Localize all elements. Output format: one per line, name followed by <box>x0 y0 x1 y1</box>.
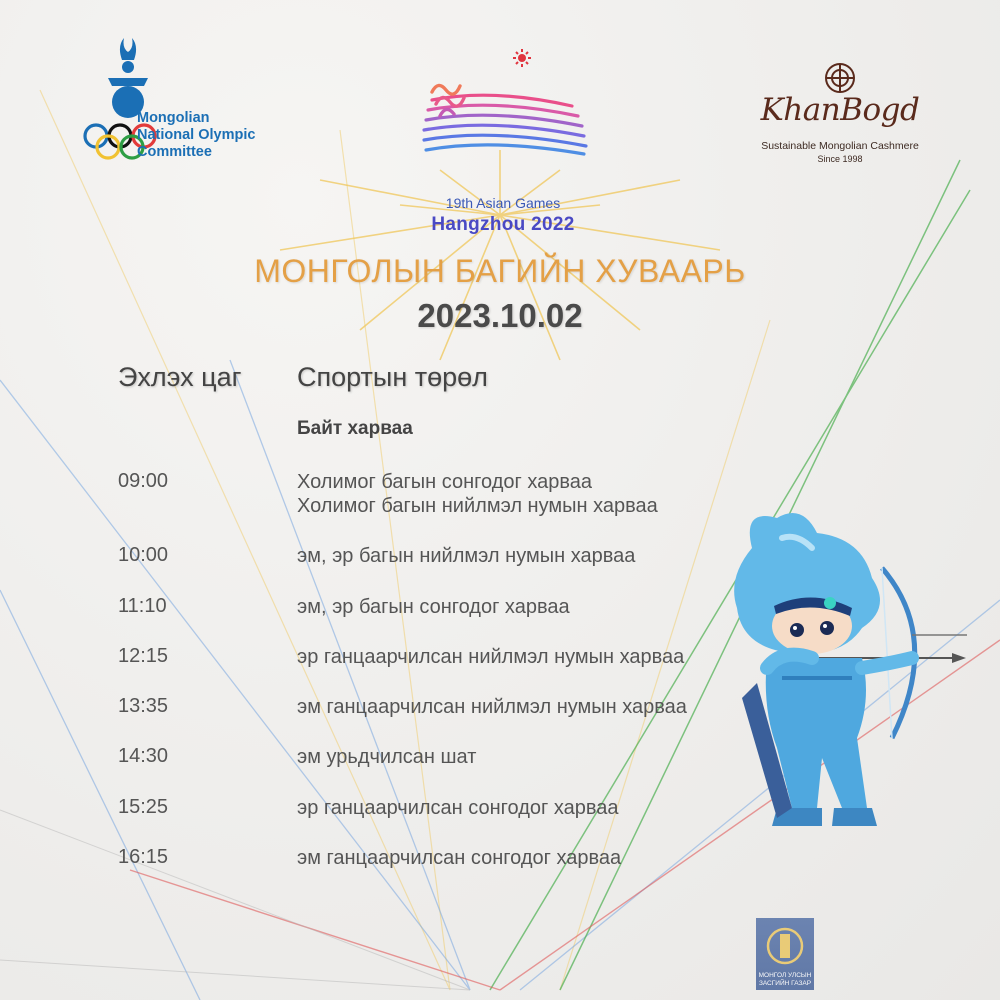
sponsor-brand: KhanBogd <box>760 92 920 128</box>
sponsor-tagline: Sustainable Mongolian Cashmere <box>761 140 919 152</box>
government-line-1: МОНГОЛ УЛСЫН <box>758 972 812 979</box>
header-start-time: Эхлэх цаг <box>118 362 242 392</box>
row-event: эм, эр багын сонгодог харваа <box>297 596 570 618</box>
row-time: 16:15 <box>118 846 169 868</box>
asian-games-emblem-icon <box>402 40 602 170</box>
row-time: 14:30 <box>118 745 169 767</box>
mnoc-name <box>137 110 307 161</box>
event-line: Холимог багын сонгодог харваа <box>297 471 592 493</box>
government-seal-icon <box>756 920 814 970</box>
asian-games-subtitle: 19th Asian Games <box>445 195 561 211</box>
asian-games-city: Hangzhou 2022 <box>431 214 575 235</box>
row-time: 11:10 <box>118 595 167 617</box>
archer-mascot-icon <box>722 508 982 838</box>
row-time: 15:25 <box>118 796 169 818</box>
row-time: 10:00 <box>118 544 169 566</box>
row-time: 12:15 <box>118 645 169 667</box>
row-event: эм ганцаарчилсан сонгодог харваа <box>297 847 622 869</box>
poster-date: 2023.10.02 <box>417 297 583 334</box>
row-time: 09:00 <box>118 470 169 492</box>
row-event: эм урьдчилсан шат <box>297 746 477 768</box>
government-logo <box>756 918 814 990</box>
row-event: эм ганцаарчилсан нийлмэл нумын харваа <box>297 696 687 718</box>
row-event: эр ганцаарчилсан нийлмэл нумын харваа <box>297 646 685 668</box>
row-event <box>297 470 658 518</box>
event-line: Холимог багын нийлмэл нумын харваа <box>297 495 658 517</box>
sponsor-since: Since 1998 <box>817 154 863 164</box>
government-line-2: ЗАСГИЙН ГАЗАР <box>758 980 812 987</box>
header-sport-type: Спортын төрөл <box>297 362 488 392</box>
row-event: эм, эр багын нийлмэл нумын харваа <box>297 545 636 567</box>
row-time: 13:35 <box>118 695 169 717</box>
mnoc-line-3: Committee <box>137 144 212 160</box>
row-event: эр ганцаарчилсан сонгодог харваа <box>297 797 619 819</box>
poster-title: МОНГОЛЫН БАГИЙН ХУВААРЬ <box>254 253 746 289</box>
mnoc-line-1: Mongolian <box>137 110 210 126</box>
mnoc-line-2: National Olympic <box>137 127 256 143</box>
sport-category: Байт харваа <box>297 418 413 439</box>
